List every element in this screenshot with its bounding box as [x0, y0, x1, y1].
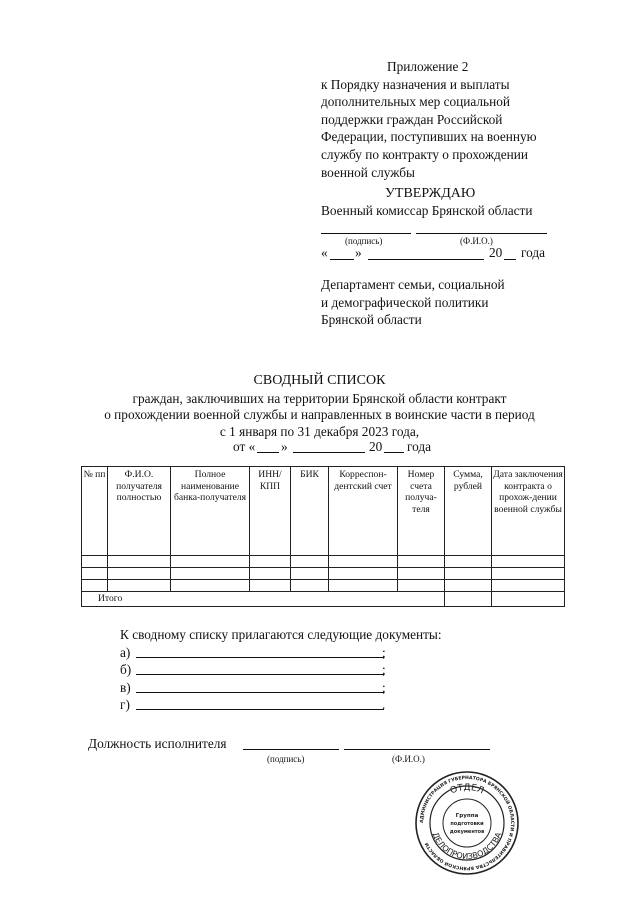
- title-year-prefix: 20: [369, 439, 383, 454]
- title-line-2: о прохождении военной службы и направленных в воинские части в период: [104, 407, 535, 422]
- stamp-bottom-text: ДЕЛОПРОИЗВОДСТВА: [430, 831, 504, 862]
- department-block: [321, 276, 561, 329]
- attachment-end: ;: [382, 679, 386, 695]
- header-cell: Полное наименование банка-получателя: [171, 467, 250, 556]
- title-month-line: [293, 452, 365, 453]
- attachment-end: ;: [382, 662, 386, 677]
- table-row: [82, 580, 565, 592]
- table-row: [82, 556, 565, 568]
- attachment-item: [120, 644, 442, 662]
- stamp-outer-text: АДМИНИСТРАЦИЯ ГУБЕРНАТОРА БРЯНСКОЙ ОБЛАСТИ И ПРАВИТЕЛЬСТВА БРЯНСКОЙ ОБЛАСТИ: [419, 775, 515, 871]
- attachment-line: [136, 692, 384, 693]
- approve-date-close: »: [355, 245, 362, 260]
- header-cell: Ф.И.О. получателя полностью: [108, 467, 171, 556]
- approve-title: УТВЕРЖДАЮ: [385, 186, 476, 201]
- document-title: СВОДНЫЙ СПИСОК: [253, 373, 386, 388]
- table-row: [82, 568, 565, 580]
- attachment-end: ;: [382, 644, 386, 660]
- approve-month-line: [368, 259, 484, 260]
- attachment-item: [120, 661, 442, 679]
- annex-line: к Порядку назначения и выплаты: [321, 76, 510, 92]
- title-line-1: граждан, заключивших на территории Брянской области контракт: [132, 391, 507, 406]
- annex-line: службу по контракту о прохождении: [321, 146, 529, 162]
- annex-line: поддержки граждан Российской: [321, 111, 503, 127]
- approve-sign-line: [321, 233, 411, 234]
- svg-text:ОТДЕЛ: [449, 783, 485, 796]
- attachment-letter: г): [120, 697, 130, 712]
- approve-day-line: [330, 259, 354, 260]
- header-cell: Сумма, рублей: [445, 467, 492, 556]
- department-line: Департамент семьи, социальной: [321, 277, 505, 292]
- title-date-close: »: [281, 439, 288, 454]
- approve-year-suffix: года: [521, 245, 546, 260]
- title-year-line: [384, 452, 404, 453]
- attachments-block: [120, 626, 442, 714]
- stamp-top-text: ОТДЕЛ: [448, 782, 486, 797]
- approve-position: Военный комиссар Брянской области: [321, 203, 533, 218]
- annex-line: Федерации, поступивших на военную: [321, 129, 537, 145]
- approve-year-prefix: 20: [489, 245, 503, 260]
- approve-sign-caption: (подпись): [345, 236, 383, 246]
- approve-block: [321, 185, 581, 219]
- title-year-suffix: года: [407, 439, 432, 454]
- executor-label: Должность исполнителя: [88, 736, 227, 751]
- annex-block: [321, 58, 581, 181]
- attachment-line: [136, 657, 384, 658]
- attachment-letter: б): [120, 662, 132, 677]
- annex-line: дополнительных мер социальной: [321, 94, 510, 110]
- attachment-letter: в): [120, 679, 131, 695]
- attachment-letter: а): [120, 644, 131, 660]
- header-cell: ИНН/ КПП: [250, 467, 291, 556]
- executor-fio-caption: (Ф.И.О.): [392, 754, 425, 764]
- stamp-center-line: Группа: [455, 813, 479, 819]
- attachment-item: [120, 696, 442, 714]
- annex-line: военной службы: [321, 164, 415, 180]
- attachment-line: [136, 674, 384, 675]
- header-cell: Корреспон-дентский счет: [329, 467, 398, 556]
- header-cell: № пп: [82, 467, 108, 556]
- title-line-3: с 1 января по 31 декабря 2023 года,: [219, 424, 420, 439]
- total-sum-cell: [445, 592, 492, 607]
- attachment-item: [120, 679, 442, 697]
- attachment-end: .: [382, 697, 386, 712]
- summary-table: [81, 466, 565, 607]
- approve-fio-caption: (Ф.И.О.): [460, 236, 493, 246]
- title-day-line: [257, 452, 279, 453]
- department-line: и демографической политики: [321, 294, 489, 310]
- executor-sign-caption: (подпись): [267, 754, 305, 764]
- stamp-seal-icon: [414, 770, 520, 876]
- table-total-row: [82, 592, 565, 607]
- approve-date-open: «: [321, 245, 328, 260]
- header-cell: БИК: [291, 467, 329, 556]
- executor-sign-line: [243, 749, 339, 750]
- attachments-intro: К сводному списку прилагаются следующие документы:: [120, 627, 442, 642]
- approve-year-line: [504, 259, 516, 260]
- approve-fio-line: [416, 233, 547, 234]
- executor-fio-line: [344, 749, 490, 750]
- table-header-row: [82, 467, 565, 556]
- title-date-from: от «: [233, 439, 256, 454]
- header-cell: Номер счета получа-теля: [398, 467, 445, 556]
- header-cell: Дата заключения контракта о прохож-дении военной службы: [492, 467, 565, 556]
- annex-heading: Приложение 2: [387, 59, 469, 74]
- attachment-line: [136, 709, 384, 710]
- department-line: Брянской области: [321, 312, 422, 327]
- total-date-cell: [492, 592, 565, 607]
- stamp-center-line: подготовки: [450, 821, 484, 827]
- department-stamp: [414, 770, 520, 876]
- stamp-center-line: документов: [449, 829, 485, 835]
- total-label: Итого: [82, 592, 445, 607]
